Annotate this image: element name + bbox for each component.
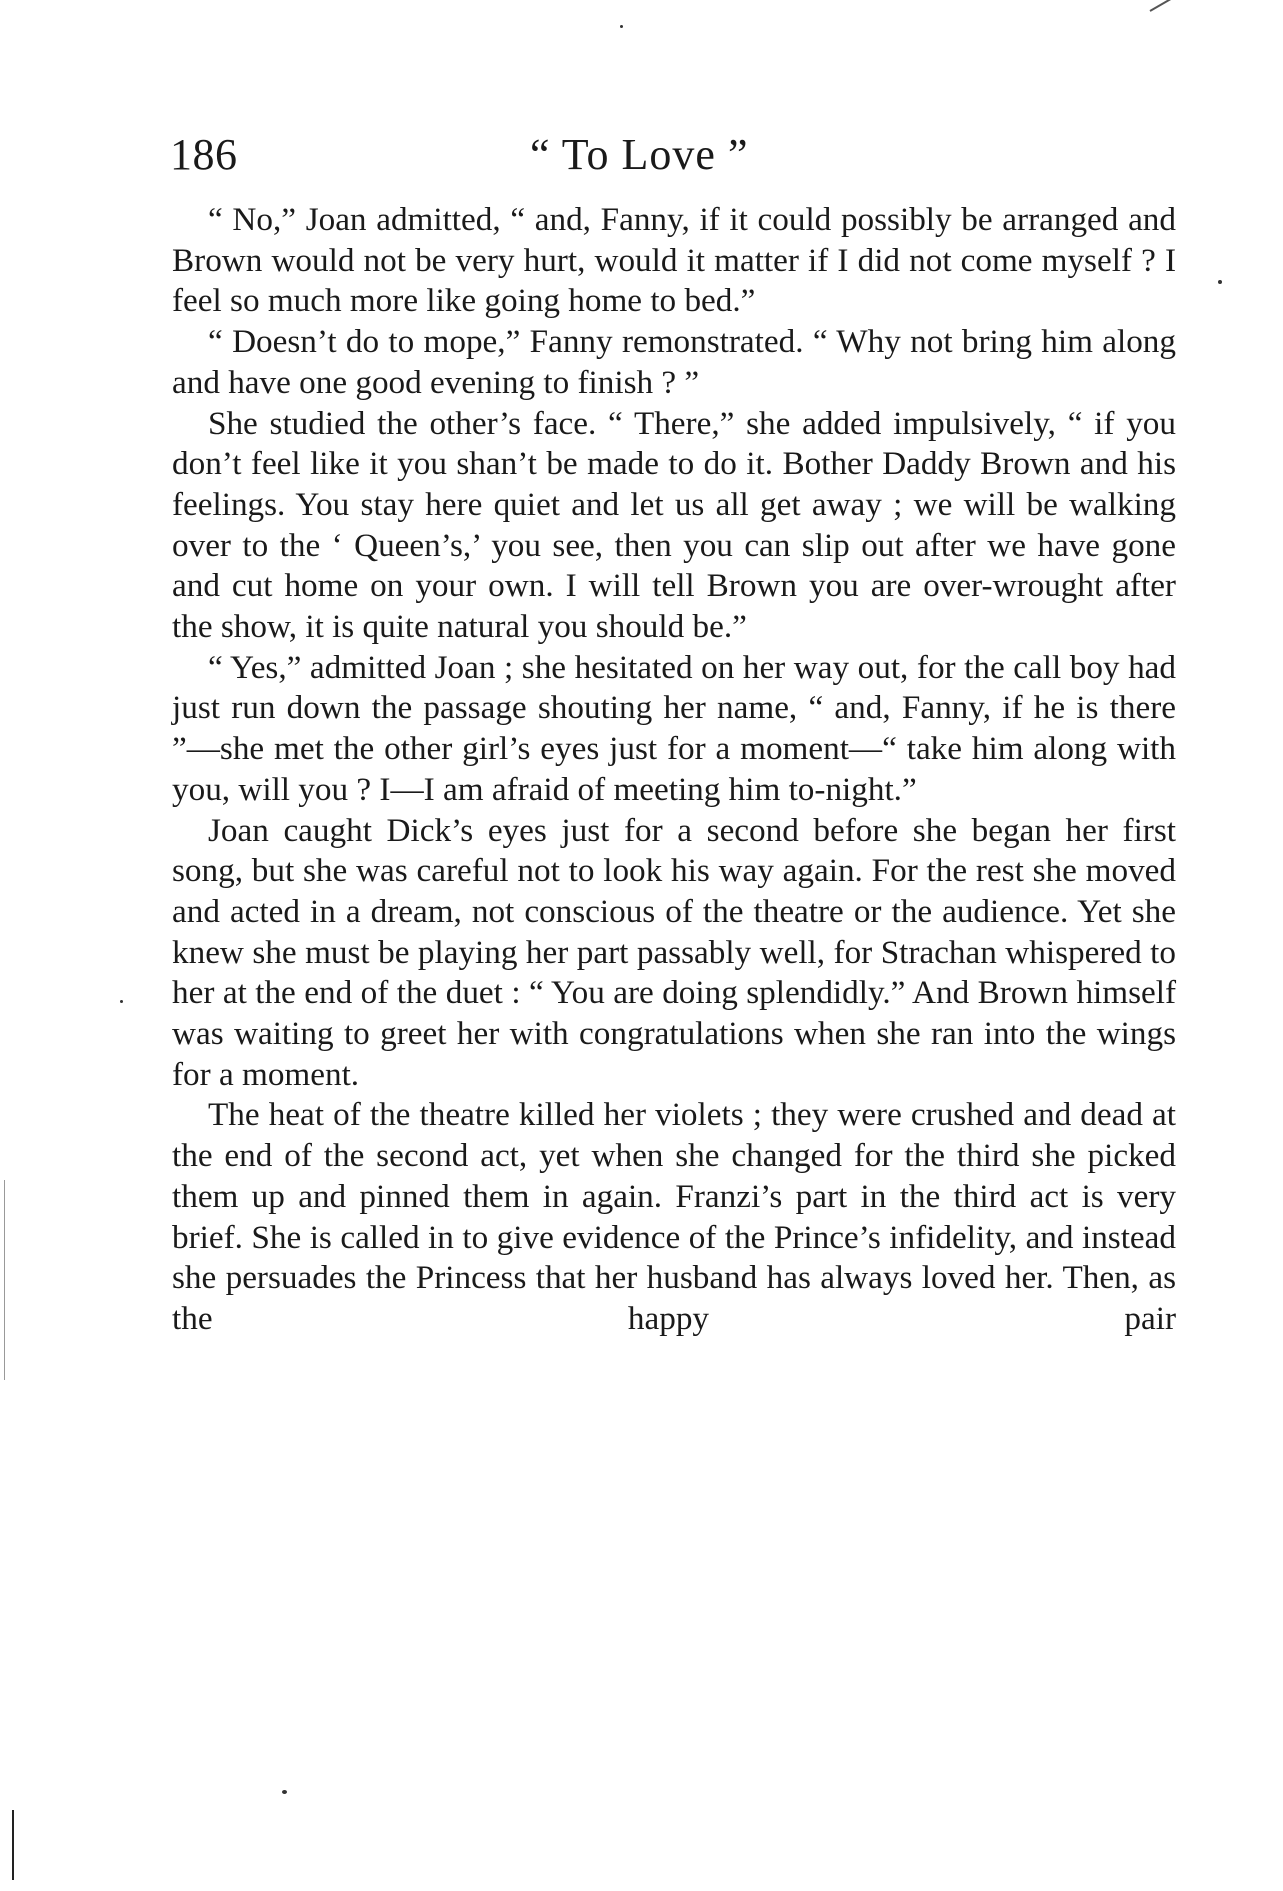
paragraph: “ No,” Joan admitted, “ and, Fanny, if it could possibly be arranged and Brown would not be very hurt, would it matter if I did not come myself ? I feel so much more like going home to bed.” xyxy=(172,201,1176,320)
running-title: “ To Love ” xyxy=(530,130,749,179)
paragraph: She studied the other’s face. “ There,” she added impulsively, “ if you don’t feel like it you shan’t be made to do it. Bother Daddy Brown and his feelings. You stay here quiet and let us all get away ; we will be walking over to the ‘ Queen’s,’ you see, then you can slip out after we have gone and cut home on your own. I will tell Brown you are over-wrought after the show, it is quite natural you should be.” xyxy=(172,404,1176,646)
body-text xyxy=(172,200,1176,1340)
paragraph: The heat of the theatre killed her violets ; they were crushed and dead at the end of the second act, yet when she changed for the third she picked them up and pinned them in again. Franzi’s part in the third act is very brief. She is called in to give evidence of the Prince’s infidelity, and instead she persuades the Princess that her husband has always loved her. Then, as the happy pair xyxy=(172,1096,1176,1337)
paragraph: “ Yes,” admitted Joan ; she hesitated on her way out, for the call boy had just run down the passage shouting her name, “ and, Fanny, if he is there ”—she met the other girl’s eyes just for a moment—“ take him along with you, will you ? I—I am afraid of meeting him to-night.” xyxy=(172,648,1176,808)
scan-edge-line xyxy=(12,1810,14,1880)
paragraph: Joan caught Dick’s eyes just for a second before she began her first song, but she was careful not to look his way again. For the rest she moved and acted in a dream, not conscious of the theatre or the audience. Yet she knew she must be playing her part passably well, for Strachan whispered to her at the end of the duet : “ You are doing splendidly.” And Brown himself was waiting to greet her with congratulations when she ran into the wings for a moment. xyxy=(172,811,1176,1093)
page-number: 186 xyxy=(170,130,238,179)
scan-speck xyxy=(1218,280,1222,284)
scan-speck xyxy=(620,25,623,28)
scan-speck xyxy=(282,1790,287,1794)
paragraph: “ Doesn’t do to mope,” Fanny remonstrated. “ Why not bring him along and have one good evening to finish ? ” xyxy=(172,323,1176,401)
page-header xyxy=(170,125,1180,185)
scan-edge-line xyxy=(4,1180,5,1380)
scan-mark xyxy=(1150,0,1203,12)
scan-speck xyxy=(120,1000,123,1003)
